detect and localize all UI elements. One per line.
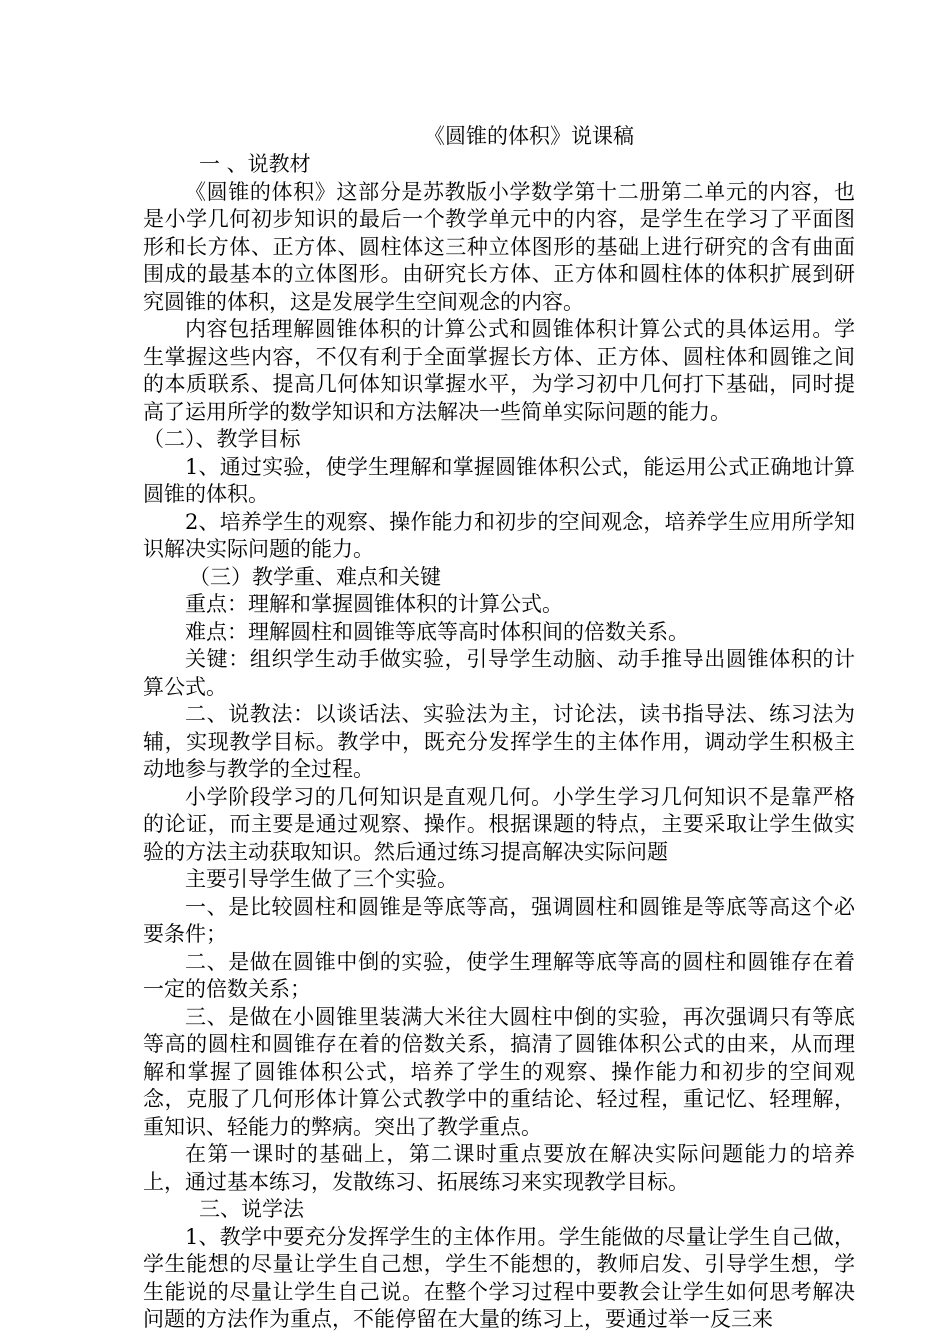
paragraph-experiment-3: 三、是做在小圆锥里装满大米往大圆柱中倒的实验，再次强调只有等底等高的圆柱和圆锥存在着的倍数关系，搞清了圆锥体积公式的由来，从而理解和掌握了圆锥体积公式，培养了学生的观察、操作能力和初步的空间观念，克服了几何形体计算公式教学中的重结论、轻过程，重记忆、轻理解，重知识、轻能力的弊病。突出了教学重点。: [143, 1004, 855, 1139]
paragraph-difficulty: 难点：理解圆柱和圆锥等底等高时体积间的倍数关系。: [185, 619, 689, 644]
section-heading-learning-method: 三、说学法: [199, 1197, 304, 1221]
paragraph-learning-1: 1、教学中要充分发挥学生的主体作用。学生能做的尽量让学生自己做，学生能想的尽量让学生自己想，学生不能想的，教师启发、引导学生想，学生能说的尽量让学生自己说。在整个学习过程中要教会让学生如何思考解决问题的方法作为重点，不能停留在大量的练习上，要通过举一反三来: [143, 1224, 855, 1331]
paragraph-experiment-2: 二、是做在圆锥中倒的实验，使学生理解等底等高的圆柱和圆锥存在着一定的倍数关系；: [143, 949, 855, 1001]
paragraph-primary-geometry: 小学阶段学习的几何知识是直观几何。小学生学习几何知识不是靠严格的论证，而主要是通过观察、操作。根据课题的特点，主要采取让学生做实验的方法主动获取知识。然后通过练习提高解决实际问题: [143, 784, 855, 864]
paragraph-goal-2: 2、培养学生的观察、操作能力和初步的空间观念，培养学生应用所学知识解决实际问题的能力。: [143, 509, 855, 561]
paragraph-teaching-method: 二、说教法：以谈话法、实验法为主，讨论法，读书指导法、练习法为辅，实现教学目标。教学中，既充分发挥学生的主体作用，调动学生积极主动地参与教学的全过程。: [143, 702, 855, 781]
paragraph-key-point: 重点：理解和掌握圆锥体积的计算公式。: [185, 592, 563, 616]
document-body: [143, 121, 855, 1334]
paragraph-second-lesson: 在第一课时的基础上，第二课时重点要放在解决实际问题能力的培养上，通过基本练习，发散练习、拓展练习来实现教学目标。: [143, 1142, 855, 1194]
paragraph-experiment-1: 一、是比较圆柱和圆锥是等底等高，强调圆柱和圆锥是等底等高这个必要条件；: [143, 894, 855, 946]
section-heading-key-points: （三）教学重、难点和关键: [189, 564, 441, 589]
paragraph-goal-1: 1、通过实验，使学生理解和掌握圆锥体积公式，能运用公式正确地计算圆锥的体积。: [143, 454, 855, 506]
document-title: 《圆锥的体积》说课稿: [424, 124, 634, 148]
section-heading-goals: （二）、教学目标: [143, 427, 301, 451]
paragraph-textbook-content: 内容包括理解圆锥体积的计算公式和圆锥体积计算公式的具体运用。学生掌握这些内容，不仅有利于全面掌握长方体、正方体、圆柱体和圆锥之间的本质联系、提高几何体知识掌握水平，为学习初中几何打下基础，同时提高了运用所学的数学知识和方法解决一些简单实际问题的能力。: [143, 317, 855, 424]
paragraph-textbook-intro: 《圆锥的体积》这部分是苏教版小学数学第十二册第二单元的内容，也是小学几何初步知识的最后一个教学单元中的内容，是学生在学习了平面图形和长方体、正方体、圆柱体这三种立体图形的基础上进行研究的含有曲面围成的最基本的立体图形。由研究长方体、正方体和圆柱体的体积扩展到研究圆锥的体积，这是发展学生空间观念的内容。: [143, 179, 855, 314]
paragraph-experiments-intro: 主要引导学生做了三个实验。: [185, 867, 458, 891]
section-heading-textbook: 一 、说教材: [199, 152, 311, 176]
paragraph-key: 关键：组织学生动手做实验，引导学生动脑、动手推导出圆锥体积的计算公式。: [143, 647, 855, 699]
